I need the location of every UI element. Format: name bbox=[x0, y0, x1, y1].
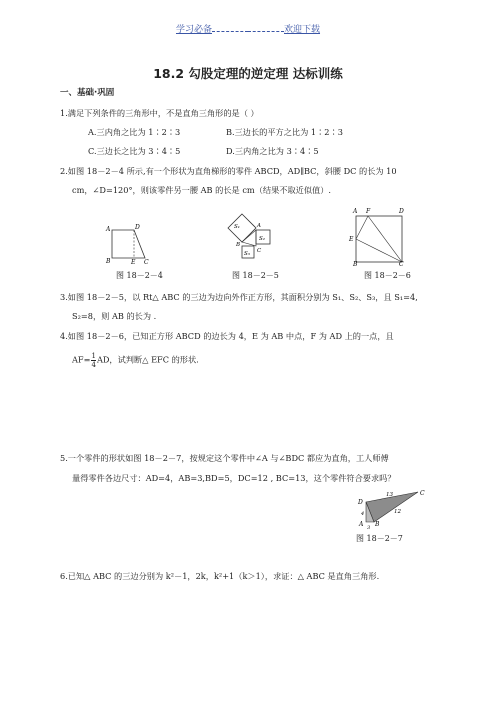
figure-squares bbox=[212, 210, 274, 266]
q1-option-d: D.三内角之比为 3∶4∶5 bbox=[226, 146, 319, 156]
header-dash bbox=[248, 23, 284, 32]
q1-stem: 1.满足下列条件的三角形中，不是直角三角形的是（ ） bbox=[60, 108, 259, 118]
q3-line1: 3.如图 18－2－5，以 Rt△ ABC 的三边为边向外作正方形，其面积分别为 S₁、S₂、S₃，且 S₁=4, bbox=[60, 292, 418, 302]
caption-fig2: 图 18－2－5 bbox=[232, 271, 279, 280]
header-left: 学习必备 bbox=[175, 25, 212, 35]
caption-fig1: 图 18－2－4 bbox=[116, 271, 163, 280]
label-s1: S₁ bbox=[234, 224, 240, 230]
q4-line2-post: AD，试判断△ EFC 的形状. bbox=[96, 354, 199, 365]
label-4: 4 bbox=[361, 511, 365, 517]
page-title: 18.2 勾股定理的逆定理 达标训练 bbox=[153, 66, 343, 81]
q2-line2: cm，∠D=120°，则该零件另一腰 AB 的长是 cm（结果不取近似值）. bbox=[72, 185, 331, 195]
label-12: 12 bbox=[394, 509, 401, 515]
label-13: 13 bbox=[386, 492, 393, 498]
label-a: A bbox=[353, 208, 358, 215]
label-c: C bbox=[420, 490, 425, 497]
label-3: 3 bbox=[367, 525, 371, 530]
label-b: B bbox=[236, 242, 241, 248]
q1-option-b: B.三边长的平方之比为 1∶2∶3 bbox=[226, 127, 343, 137]
label-s2: S₂ bbox=[259, 236, 265, 242]
label-d: D bbox=[358, 499, 363, 506]
figure-square-abcd bbox=[348, 204, 408, 266]
label-b: B bbox=[353, 261, 358, 266]
header-right: 欢迎下载 bbox=[284, 25, 321, 35]
q4-line2-pre: AF= bbox=[72, 354, 91, 365]
q5-line1: 5.一个零件的形状如图 18－2－7，按规定这个零件中∠A 与∠BDC 都应为直角，工人师傅 bbox=[60, 453, 389, 463]
label-b: B bbox=[375, 521, 380, 528]
label-c: C bbox=[257, 248, 262, 254]
label-a: A bbox=[106, 226, 111, 233]
q1-option-a: A.三内角之比为 1∶2∶3 bbox=[88, 127, 181, 137]
label-c: C bbox=[144, 259, 149, 264]
q6-line1: 6.已知△ ABC 的三边分别为 k²－1，2k，k²+1（k＞1），求证：△ ABC 是直角三角形. bbox=[60, 571, 380, 581]
q4-line2 bbox=[72, 352, 199, 369]
q3-line2: S₂=8，则 AB 的长为 . bbox=[72, 311, 157, 321]
fraction bbox=[91, 352, 95, 369]
label-d: D bbox=[135, 224, 140, 231]
q1-option-c: C.三边长之比为 3∶4∶5 bbox=[88, 146, 181, 156]
q5-line2: 量得零件各边尺寸：AD=4，AB=3,BD=5，DC=12 , BC=13，这个零件符合要求吗？ bbox=[72, 473, 396, 483]
label-d: D bbox=[399, 208, 404, 215]
figure-trapezoid bbox=[104, 222, 160, 264]
label-e: E bbox=[349, 236, 354, 243]
figure-part bbox=[356, 488, 426, 530]
label-c: C bbox=[399, 261, 404, 266]
label-s3: S₃ bbox=[244, 251, 250, 257]
label-e: E bbox=[131, 259, 136, 264]
q4-line1: 4.如图 18－2－6，已知正方形 ABCD 的边长为 4，E 为 AB 中点，F 为 AD 上的一点，且 bbox=[60, 331, 394, 341]
page-header bbox=[0, 22, 496, 35]
label-a: A bbox=[257, 223, 261, 229]
caption-fig4: 图 18－2－7 bbox=[356, 534, 403, 543]
q2-line1: 2.如图 18－2－4 所示,有一个形状为直角梯形的零件 ABCD，AD∥BC，斜腰 DC 的长为 10 bbox=[60, 166, 397, 176]
section-heading: 一、基础·巩固 bbox=[60, 88, 115, 98]
caption-fig3: 图 18－2－6 bbox=[364, 271, 411, 280]
fraction-denominator: 4 bbox=[91, 361, 96, 369]
header-dash bbox=[212, 23, 248, 32]
fraction-numerator: 1 bbox=[91, 352, 96, 360]
label-b: B bbox=[106, 258, 111, 264]
label-f: F bbox=[366, 208, 371, 215]
label-a: A bbox=[359, 521, 364, 528]
